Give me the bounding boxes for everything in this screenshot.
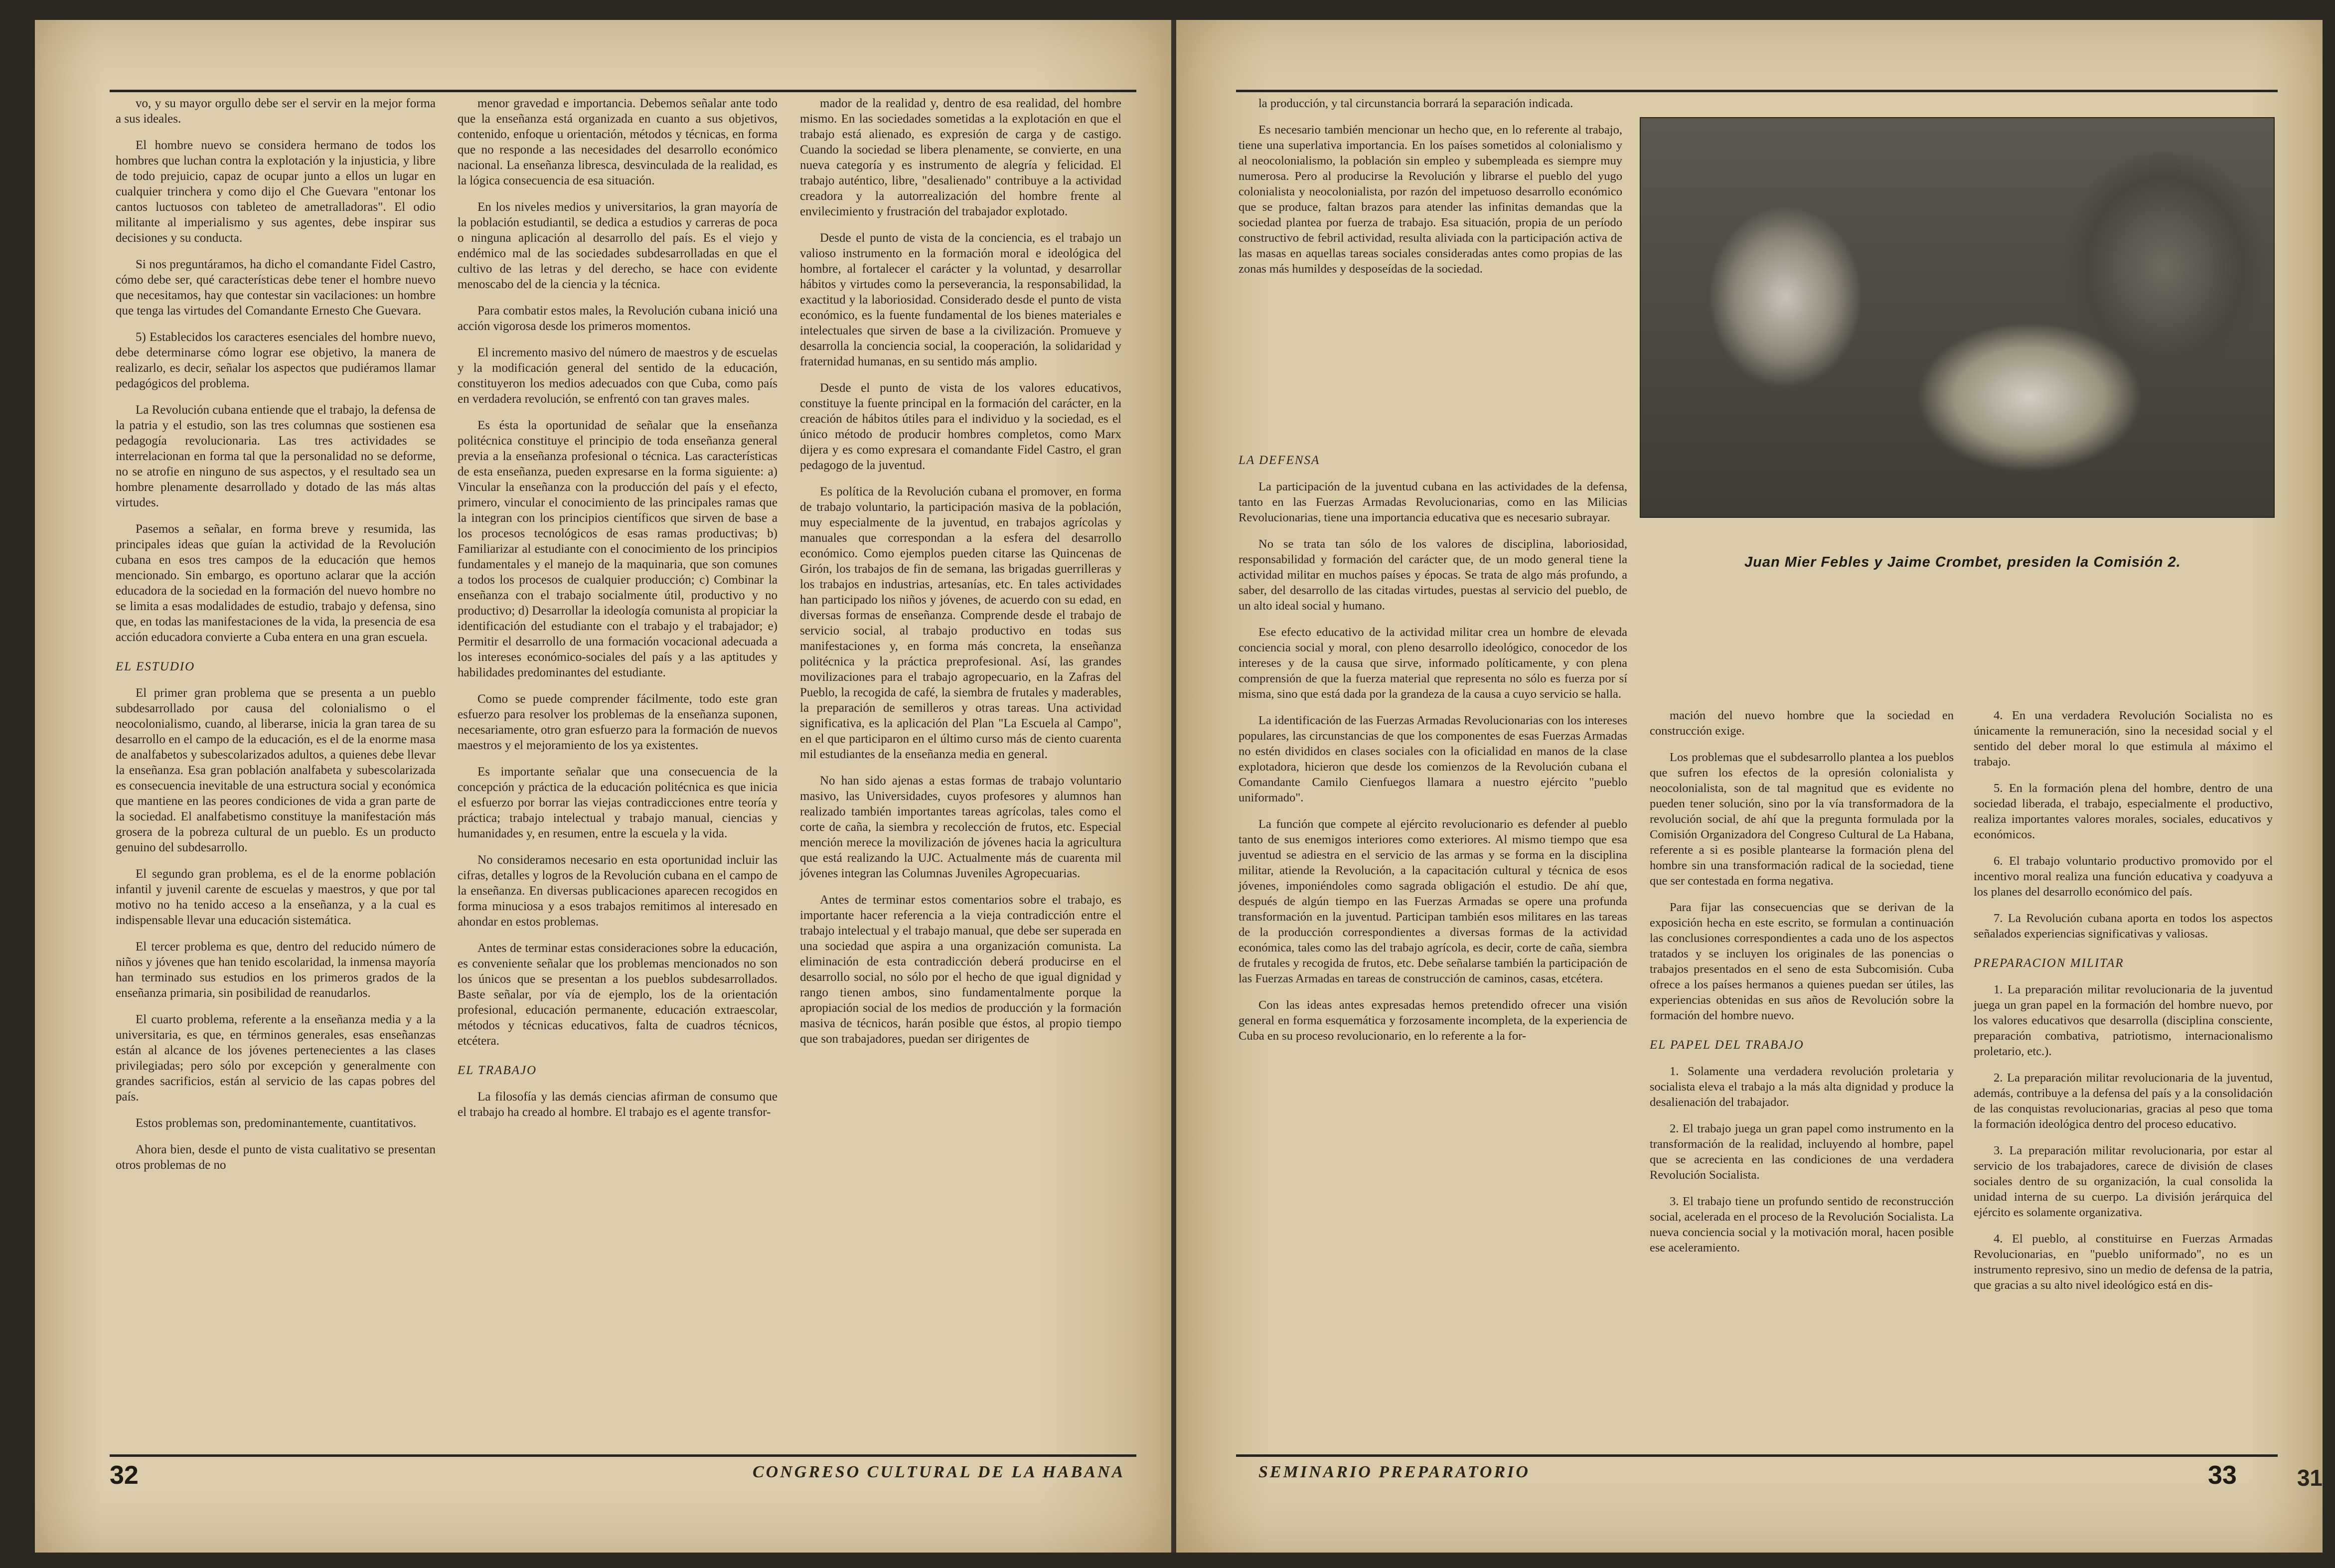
paragraph: la producción, y tal circunstancia borrará la separación indicada. xyxy=(1258,97,1573,110)
paragraph: No se trata tan sólo de los valores de disciplina, laboriosidad, responsabilidad y formación del carácter que, de un modo general tiene la actividad militar en muchos países y épocas. Se trata de algo más profundo, a saber, del desarrollo de las citadas virtudes, puestas al servicio del pueblo, de un alto ideal social y humano. xyxy=(1239,537,1627,613)
paragraph: Los problemas que el subdesarrollo plantea a los pueblos que sufren los efectos de la opresión colonialista y neocolonialista, son de tal magnitud que es evidente no pueden tener solución, sino por la vía transformadora de la revolución social, de ahí que la pregunta formulada por la Comisión Organizadora del Congreso Cultural de La Habana, referente a si es posible plantearse la formación plena del hombre sin una transformación radical de la sociedad, tiene que ser contestada en forma negativa. xyxy=(1650,751,1954,888)
paragraph: El incremento masivo del número de maestros y de escuelas y la modificación general del sentido de la educación, constituyeron los medios adecuados con que Cuba, como país en verdadera revolución, se enfrentó con tan graves males. xyxy=(458,346,778,406)
paragraph: Antes de terminar estas consideraciones sobre la educación, es conveniente señalar que los problemas mencionados no son los únicos que se presentan a los pueblos subdesarrollados. Baste señalar, por vía de ejemplo, los de la orientación profesional, educación permanente, educación extraescolar, métodos y técnicas educativos, falta de cuadros técnicos, etcétera. xyxy=(458,941,778,1048)
paragraph: Para fijar las consecuencias que se derivan de la exposición hecha en este escrito, se formulan a continuación las conclusiones correspondientes a cada uno de los aspectos tratados y se incluyen los originales de las ponencias o trabajos presentados en el seno de esta Subcomisión. Cuba ofrece a los países hermanos a quienes puedan ser útiles, las experiencias obtenidas en sus años de Revolución sobre la formación del hombre nuevo. xyxy=(1650,901,1954,1022)
left-col-3 xyxy=(800,96,1121,1058)
photo-caption: Juan Mier Febles y Jaime Crombet, presiden la Comisión 2. xyxy=(1744,554,2181,570)
left-col-1 xyxy=(116,96,436,1184)
paragraph: El primer gran problema que se presenta a un pueblo subdesarrollado por causa del colonialismo o el neocolonialismo, cuando, al liberarse, inicia la gran tarea de su desarrollo en el campo de la educación, es el de la enorme masa de analfabetos y subescolarizados adultos, a quienes debe llevar la enseñanza. Esa gran población analfabeta y subescolarizada es consecuencia inevitable de una estructura social y económica que mantiene en las peores condiciones de vida a gran parte de la sociedad. El analfabetismo constituye la manifestación más grosera de la pobreza cultural de un pueblo. Es un producto genuino del subdesarrollo. xyxy=(116,686,436,854)
paragraph: Desde el punto de vista de la conciencia, es el trabajo un valioso instrumento en la formación moral e ideológica del hombre, al fortalecer el carácter y la voluntad, y desarrollar hábitos y virtudes como la perseverancia, la responsabilidad, la exactitud y la laboriosidad. Considerado desde el punto de vista económico, es la fuente fundamental de los bienes materiales e intelectuales que sirven de base a la civilización. Promueve y desarrolla la conciencia social, la cooperación, la solidaridad y fraternidad humanas, en su sentido más amplio. xyxy=(800,231,1121,368)
top-rule xyxy=(1236,90,2278,92)
paragraph: La participación de la juventud cubana en las actividades de la defensa, tanto en las Fuerzas Armadas Revolucionarias, como en las Milicias Revolucionarias, tiene una importancia educativa que es necesario subrayar. xyxy=(1239,480,1627,524)
paragraph: La filosofía y las demás ciencias afirman de consumo que el trabajo ha creado al hombre. El trabajo es el agente transfor- xyxy=(458,1090,778,1119)
paragraph: 1. La preparación militar revolucionaria de la juventud juega un gran papel en la formación del hombre nuevo, por los valores educativos que desarrolla (disciplina consciente, preparación combativa, patriotismo, internacionalismo proletario, etc.). xyxy=(1974,983,2273,1058)
paragraph: Es ésta la oportunidad de señalar que la enseñanza politécnica constituye el principio de toda enseñanza general previa a la enseñanza profesional o técnica. Las características de esta enseñanza, pueden expresarse en la forma siguiente: a) Vincular la enseñanza con la producción del país y el efecto, primero, vincular el conocimiento de las principales ramas que la integran con los principios científicos que sirven de base a los procesos tecnológicos de esas ramas productivas; b) Familiarizar al estudiante con el conocimiento de los principios fundamentales y el manejo de la maquinaria, que son comunes a todos los procesos de cualquier producción; c) Combinar la enseñanza con el trabajo socialmente útil, productivo y no productivo; d) Desarrollar la ideología comunista al propiciar la identificación del estudiante con el trabajo y el trabajador; e) Permitir el desarrollo de una formación vocacional adecuada a los intereses económico-sociales del país y a las aptitudes y habilidades predominantes del estudiante. xyxy=(458,419,778,679)
paragraph: Antes de terminar estos comentarios sobre el trabajo, es importante hacer referencia a la vieja contradicción entre el trabajo intelectual y el trabajo manual, que debe ser superada en una sociedad que aspira a una organización comunista. La eliminación de esta contradicción deberá producirse en el desarrollo social, no sólo por el hecho de que igual dignidad y rango tienen ambos, sino fundamentalmente porque la apropiación social de los medios de producción y la formación masiva de técnicos, harán posible que éstos, al propio tiempo que son trabajadores, puedan ser dirigentes de xyxy=(800,893,1121,1046)
left-col-2 xyxy=(458,96,778,1131)
paragraph: El hombre nuevo se considera hermano de todos los hombres que luchan contra la explotación y la injusticia, y libre de todo prejuicio, capaz de ocupar junto a ellos un lugar en cualquier trinchera y como dijo el Che Guevara "entonar los cantos luctuosos con tableteo de ametralladoras". El odio militante al imperialismo y sus agentes, debe inspirar sus decisiones y su conducta. xyxy=(116,139,436,245)
running-footer: SEMINARIO PREPARATORIO xyxy=(1258,1463,1530,1481)
paragraph: 3. La preparación militar revolucionaria, por estar al servicio de los trabajadores, carece de división de clases sociales dentro de su organización, la cual consolida la unidad interna de su cuerpo. La división jerárquica del ejército es solamente organizativa. xyxy=(1974,1144,2273,1219)
photo-commission xyxy=(1640,117,2275,518)
paragraph: El segundo gran problema, es el de la enorme población infantil y juvenil carente de escuelas y maestros, y que por tal motivo no ha tenido acceso a la enseñanza, y a la cual es indispensable llevar una educación sistemática. xyxy=(116,867,436,927)
section-heading: PREPARACION MILITAR xyxy=(1974,956,2124,970)
paragraph: Pasemos a señalar, en forma breve y resumida, las principales ideas que guían la actividad de la Revolución cubana en esos tres campos de la educación que hemos mencionado. Sin embargo, es oportuno aclarar que la acción educadora de la sociedad en la formación del nuevo hombre no se limita a esas modalidades de estudio, trabajo y defensa, sino que, en todas las manifestaciones de la vida, la presencia de esa acción educadora convierte a Cuba entera en una gran escuela. xyxy=(116,522,436,644)
paragraph: Desde el punto de vista de los valores educativos, constituye la fuente principal en la formación del carácter, en la creación de hábitos útiles para el individuo y la sociedad, es el único método de producir hombres completos, como Marx dijera y es como expresara el comandante Fidel Castro, el gran pedagogo de la juventud. xyxy=(800,381,1121,472)
right-page xyxy=(1176,20,2323,1553)
paragraph: Es importante señalar que una consecuencia de la concepción y práctica de la educación politécnica es que inicia el esfuerzo por borrar las viejas contradicciones entre teoría y práctica; trabajo intelectual y trabajo manual, ciencias y humanidades y, en resumen, entre la escuela y la vida. xyxy=(458,765,778,840)
paragraph: 2. El trabajo juega un gran papel como instrumento en la transformación de la realidad, incluyendo al hombre, papel que se acrecienta en las condiciones de una verdadera Revolución Socialista. xyxy=(1650,1122,1954,1182)
paragraph: Como se puede comprender fácilmente, todo este gran esfuerzo para resolver los problemas de la enseñanza suponen, necesariamente, otro gran esfuerzo para la formación de nuevos maestros y el mejoramiento de los ya existentes. xyxy=(458,692,778,752)
bottom-rule xyxy=(110,1454,1136,1457)
right-col-2 xyxy=(1650,708,1954,1266)
paragraph: Ese efecto educativo de la actividad militar crea un hombre de elevada conciencia social y moral, con pleno desarrollo ideológico, conocedor de los intereses y de la causa que sirve, informado políticamente, y con plena comprensión de que la fuerza material que representa no sólo es fuerza por sí misma, sino que está dada por la grandeza de la causa a cuyo servicio se halla. xyxy=(1239,626,1627,701)
right-col-3 xyxy=(1974,708,2273,1304)
paragraph: 1. Solamente una verdadera revolución proletaria y socialista eleva el trabajo a la más alta dignidad y produce la desalienación del trabajador. xyxy=(1650,1065,1954,1109)
paragraph: mación del nuevo hombre que la sociedad en construcción exige. xyxy=(1650,709,1954,738)
page-number: 33 xyxy=(2208,1461,2237,1490)
paragraph: 4. El pueblo, al constituirse en Fuerzas Armadas Revolucionarias, en "pueblo uniformado", no es un instrumento represivo, sino un medio de defensa de la patria, que gracias a su alto nivel ideológico está en dis- xyxy=(1974,1232,2273,1292)
paragraph: En los niveles medios y universitarios, la gran mayoría de la población estudiantil, se dedica a estudios y carreras de poca o ninguna aplicación al desarrollo del país. Es el viejo y endémico mal de las sociedades subdesarrolladas en que el cultivo de las letras y del derecho, se hace con evidente menoscabo del de la ciencia y la técnica. xyxy=(458,200,778,291)
running-footer: CONGRESO CULTURAL DE LA HABANA xyxy=(753,1463,1125,1481)
left-page xyxy=(35,20,1171,1553)
paragraph: Con las ideas antes expresadas hemos pretendido ofrecer una visión general en forma esquemática y forzosamente incompleta, de la experiencia de Cuba en su proceso revolucionario, en lo referente a la for- xyxy=(1239,998,1627,1043)
magazine-spread xyxy=(35,20,2323,1553)
section-heading: EL ESTUDIO xyxy=(116,660,195,673)
paragraph: 5. En la formación plena del hombre, dentro de una sociedad liberada, el trabajo, especialmente el productivo, realiza importantes valores morales, sociales, educativos y económicos. xyxy=(1974,782,2273,841)
paragraph: La Revolución cubana entiende que el trabajo, la defensa de la patria y el estudio, son las tres columnas que sostienen esa pedagogía revolucionaria. Las tres actividades se interrelacionan en forma tal que la personalidad no se deforme, no se atrofie en ninguno de sus aspectos, y el resultado sea un hombre plenamente desarrollado y dotado de las más altas virtudes. xyxy=(116,403,436,509)
paragraph: 3. El trabajo tiene un profundo sentido de reconstrucción social, acelerada en el proceso de la Revolución Socialista. La nueva conciencia social y la motivación moral, hacen posible ese aceleramiento. xyxy=(1650,1195,1954,1254)
paragraph: No han sido ajenas a estas formas de trabajo voluntario masivo, las Universidades, cuyos profesores y alumnos han realizado también importantes tareas agrícolas, tales como el corte de caña, la siembra y recolección de frutos, etc. Especial mención merece la movilización de jóvenes hacia la agricultura que está realizando la UJC. Actualmente más de cuarenta mil jóvenes integran las Columnas Juveniles Agropecuarias. xyxy=(800,774,1121,880)
edge-page-number: 31 xyxy=(2297,1465,2323,1491)
paragraph: La identificación de las Fuerzas Armadas Revolucionarias con los intereses populares, las circunstancias de que los componentes de esas Fuerzas Armadas no estén divididos en clases sociales con la oficialidad en manos de la clase explotadora, hicieron que desde los comienzos de la Revolución cubana el Comandante Camilo Cienfuegos llamara a nuestro ejército "pueblo uniformado". xyxy=(1239,714,1627,804)
paragraph: El tercer problema es que, dentro del reducido número de niños y jóvenes que han tenido escolaridad, la inmensa mayoría han terminado sus estudios en los primeros grados de la enseñanza primaria, sin posibilidad de reanudarlos. xyxy=(116,940,436,1000)
top-rule xyxy=(110,90,1136,92)
section-heading: EL TRABAJO xyxy=(458,1064,537,1077)
paragraph: La función que compete al ejército revolucionario es defender al pueblo tanto de sus enemigos interiores como exteriores. Al mismo tiempo que esa juventud se adiestra en el servicio de las armas y se forma en la disciplina militar, atiende la Revolución, a la capacitación cultural y técnica de esos jóvenes, imponiéndoles como sagrada obligación el estudio. De ahí que, después de algún tiempo en las Fuerzas Armadas se opere una profunda transformación en la juventud. Participan también esos militares en las tareas de la producción correspondientes a diversas formas de la actividad económica, tales como las del trabajo agrícola, es decir, corte de caña, siembra de frutales y recogida de frutos, etc. Debe señalarse también la participación de las Fuerzas Armadas en tareas de construcción de caminos, casas, etcétera. xyxy=(1239,817,1627,985)
gutter xyxy=(1171,20,1176,1553)
paragraph: menor gravedad e importancia. Debemos señalar ante todo que la enseñanza está organizada en cuanto a sus objetivos, contenido, enfoque u orientación, métodos y técnicas, en forma que no responde a las necesidades del desarrollo económico nacional. La enseñanza libresca, desvinculada de la realidad, es la lógica consecuencia de esa situación. xyxy=(458,97,778,187)
paragraph: 6. El trabajo voluntario productivo promovido por el incentivo moral realiza una función educativa y coadyuva a los planes del desarrollo económico del país. xyxy=(1974,854,2273,899)
bottom-rule xyxy=(1236,1454,2278,1457)
section-heading: EL PAPEL DEL TRABAJO xyxy=(1650,1038,1804,1052)
paragraph: Es necesario también mencionar un hecho que, en lo referente al trabajo, tiene una superlativa importancia. En los países sometidos al colonialismo y al neocolonialismo, la población sin empleo y subempleada es siempre muy numerosa. Pero al producirse la Revolución y librarse el pueblo del yugo colonialista y neocolonialista, por razón del impetuoso desarrollo económico que se produce, faltan brazos para atender las infinitas demandas que la sociedad plantea por fuerza de trabajo. Esa situación, propia de un período constructivo de febril actividad, resulta aliviada con la participación activa de las masas en aquellas tareas sociales consideradas antes como propias de las zonas más humildes y desposeídas de la sociedad. xyxy=(1239,123,1622,276)
page-number: 32 xyxy=(110,1461,139,1490)
paragraph: Si nos preguntáramos, ha dicho el comandante Fidel Castro, cómo debe ser, qué características debe tener el hombre nuevo que necesitamos, hay que contestar sin vacilaciones: un hombre que tenga las virtudes del Comandante Ernesto Che Guevara. xyxy=(116,258,436,317)
right-col-1a xyxy=(1239,96,1622,288)
paragraph: mador de la realidad y, dentro de esa realidad, del hombre mismo. En las sociedades sometidas a la explotación en que el trabajo está alienado, es expresión de carga y de castigo. Cuando la sociedad se libera plenamente, se convierte, en una nueva categoría y es instrumento de alegría y felicidad. El trabajo auténtico, libre, "desalienado" contribuye a la actividad creadora y la autorrealización del hombre frente al envilecimiento y frustración del trabajador explotado. xyxy=(800,97,1121,218)
paragraph: Estos problemas son, predominantemente, cuantitativos. xyxy=(136,1116,417,1130)
paragraph: vo, y su mayor orgullo debe ser el servir en la mejor forma a sus ideales. xyxy=(116,97,436,126)
paragraph: 7. La Revolución cubana aporta en todos los aspectos señalados experiencias significativas y valiosas. xyxy=(1974,912,2273,941)
paragraph: Para combatir estos males, la Revolución cubana inició una acción vigorosa desde los primeros momentos. xyxy=(458,304,778,333)
section-heading: LA DEFENSA xyxy=(1239,454,1320,467)
paragraph: 5) Establecidos los caracteres esenciales del hombre nuevo, debe determinarse cómo lograr ese objetivo, la manera de realizarlo, es decir, señalar los aspectos que pudiéramos llamar pedagógicos del problema. xyxy=(116,330,436,390)
right-col-1b xyxy=(1239,439,1627,1055)
paragraph: Es política de la Revolución cubana el promover, en forma de trabajo voluntario, la participación masiva de la población, muy especialmente de la juventud, en trabajos agrícolas y manuales que correspondan a la esfera del desarrollo económico. Como ejemplos pueden citarse las Quincenas de Girón, los trabajos de fin de semana, las brigadas guerrilleras y los trabajos en industrias, artesanías, etc. En tales actividades han participado los niños y jóvenes, de acuerdo con su edad, en diversas formas de enseñanza. Comprende desde el trabajo de servicio social, al trabajo productivo en todas sus manifestaciones y, en forma más concreta, la enseñanza politécnica y la práctica preprofesional. Así, las grandes movilizaciones para el trabajo agropecuario, en la Zafras del Pueblo, la recogida de café, la siembra de frutales y maderables, la preparación de semilleros y otras tareas. Una actividad significativa, es la aplicación del Plan "La Escuela al Campo", en el que participaron en el último curso más de ciento cuarenta mil estudiantes de la enseñanza media en general. xyxy=(800,485,1121,761)
paragraph: 2. La preparación militar revolucionaria de la juventud, además, contribuye a la defensa del país y a la consolidación de las conquistas revolucionarias, gracias al peso que toma la formación ideológica dentro del proceso educativo. xyxy=(1974,1071,2273,1131)
paragraph: El cuarto problema, referente a la enseñanza media y a la universitaria, es que, en términos generales, esas enseñanzas están al alcance de los jóvenes pertenecientes a las clases privilegiadas; pero sólo por excepción y generalmente con grandes sacrificios, están al servicio de las capas pobres del país. xyxy=(116,1013,436,1103)
paragraph: 4. En una verdadera Revolución Socialista no es únicamente la remuneración, sino la necesidad social y el sentido del deber moral lo que estimula al máximo el trabajo. xyxy=(1974,709,2273,769)
paragraph: No consideramos necesario en esta oportunidad incluir las cifras, detalles y logros de la Revolución cubana en el campo de la enseñanza. En diversas publicaciones aparecen recogidos en forma minuciosa y a esos trabajos remitimos al interesado en ahondar en estos problemas. xyxy=(458,853,778,929)
paragraph: Ahora bien, desde el punto de vista cualitativo se presentan otros problemas de no xyxy=(116,1143,436,1172)
